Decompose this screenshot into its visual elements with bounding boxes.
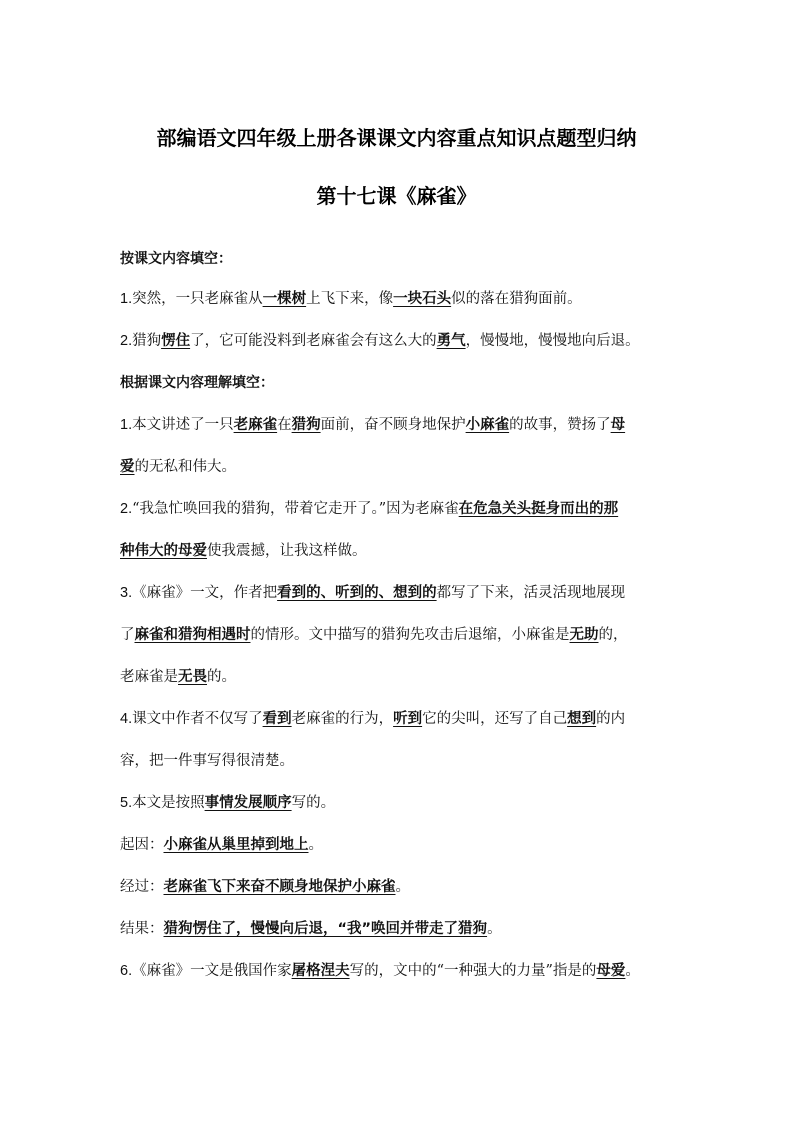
answer: 小麻雀 xyxy=(465,417,510,433)
answer: 一棵树 xyxy=(262,291,307,307)
answer: 麻雀和猎狗相遇时 xyxy=(134,627,251,643)
understand-3-line-3: 老麻雀是无畏的。 xyxy=(120,669,236,685)
answer: 看到的、听到的、想到的 xyxy=(277,585,437,601)
understand-2-line-2: 种伟大的母爱使我震撼，让我这样做。 xyxy=(120,543,367,559)
understand-3-line-2: 了麻雀和猎狗相遇时的情形。文中描写的猎狗先攻击后退缩，小麻雀是无助的， xyxy=(120,627,628,643)
answer: 爱 xyxy=(120,459,135,475)
answer: 小麻雀从巢里掉到地上 xyxy=(163,837,309,853)
question-number: 2. xyxy=(120,501,133,517)
answer: 母爱 xyxy=(596,963,626,979)
answer: 老麻雀飞下来奋不顾身地保护小麻雀 xyxy=(163,879,396,895)
question-number: 6. xyxy=(120,963,133,979)
process-line: 经过：老麻雀飞下来奋不顾身地保护小麻雀。 xyxy=(120,879,410,895)
understand-6: 6.《麻雀》一文是俄国作家屠格涅夫写的，文中的“一种强大的力量”指是的母爱。 xyxy=(120,963,640,979)
answer: 无畏 xyxy=(178,669,207,685)
document-title: 部编语文四年级上册各课课文内容重点知识点题型归纳 xyxy=(156,126,637,150)
cause-label: 起因： xyxy=(120,837,164,853)
answer: 一块石头 xyxy=(393,291,452,307)
lesson-title: 第十七课《麻雀》 xyxy=(316,184,477,208)
question-number: 1. xyxy=(120,291,133,307)
question-2: 2.猎狗愣住了，它可能没料到老麻雀会有这么大的勇气，慢慢地，慢慢地向后退。 xyxy=(120,333,640,349)
answer: 猎狗 xyxy=(291,417,321,433)
answer: 屠格涅夫 xyxy=(291,963,350,979)
question-1: 1.突然，一只老麻雀从一棵树上飞下来，像一块石头似的落在猎狗面前。 xyxy=(120,291,582,307)
understand-5: 5.本文是按照事情发展顺序写的。 xyxy=(120,795,336,811)
question-number: 1. xyxy=(120,417,133,433)
result-line: 结果：猎狗愣住了，慢慢向后退，“我”唤回并带走了猎狗。 xyxy=(120,921,502,937)
understand-1-line-1: 1.本文讲述了一只老麻雀在猎狗面前，奋不顾身地保护小麻雀的故事，赞扬了母 xyxy=(120,417,626,433)
answer: 看到 xyxy=(262,711,292,727)
understand-1-line-2: 爱的无私和伟大。 xyxy=(120,459,236,475)
understand-2-line-1: 2.“我急忙唤回我的猎狗，带着它走开了。”因为老麻雀在危急关头挺身而出的那 xyxy=(120,501,619,517)
answer: 勇气 xyxy=(436,333,466,349)
answer: 猎狗愣住了，慢慢向后退，“我”唤回并带走了猎狗 xyxy=(163,921,488,937)
answer: 想到 xyxy=(567,711,597,727)
understand-3-line-1: 3.《麻雀》一文，作者把看到的、听到的、想到的都写了下来，活灵活现地展现 xyxy=(120,585,626,601)
question-number: 5. xyxy=(120,795,133,811)
answer: 无助 xyxy=(569,627,599,643)
answer: 在危急关头挺身而出的那 xyxy=(458,501,619,517)
answer: 种伟大的母爱 xyxy=(120,543,207,559)
understand-4-line-1: 4.课文中作者不仅写了看到老麻雀的行为，听到它的尖叫，还写了自己想到的内 xyxy=(120,711,626,727)
answer: 母 xyxy=(610,417,626,433)
answer: 愣住 xyxy=(161,333,191,349)
section-heading-fill: 按课文内容填空： xyxy=(120,251,232,267)
result-label: 结果： xyxy=(120,921,164,937)
cause-line: 起因：小麻雀从巢里掉到地上。 xyxy=(120,837,323,853)
understand-4-line-2: 容，把一件事写得很清楚。 xyxy=(120,753,294,769)
question-number: 4. xyxy=(120,711,133,727)
process-label: 经过： xyxy=(120,879,164,895)
question-number: 2. xyxy=(120,333,133,349)
question-number: 3. xyxy=(120,585,133,601)
answer: 老麻雀 xyxy=(233,417,278,433)
answer: 听到 xyxy=(393,711,423,727)
answer: 事情发展顺序 xyxy=(204,795,292,811)
section-heading-understand: 根据课文内容理解填空： xyxy=(120,375,274,391)
